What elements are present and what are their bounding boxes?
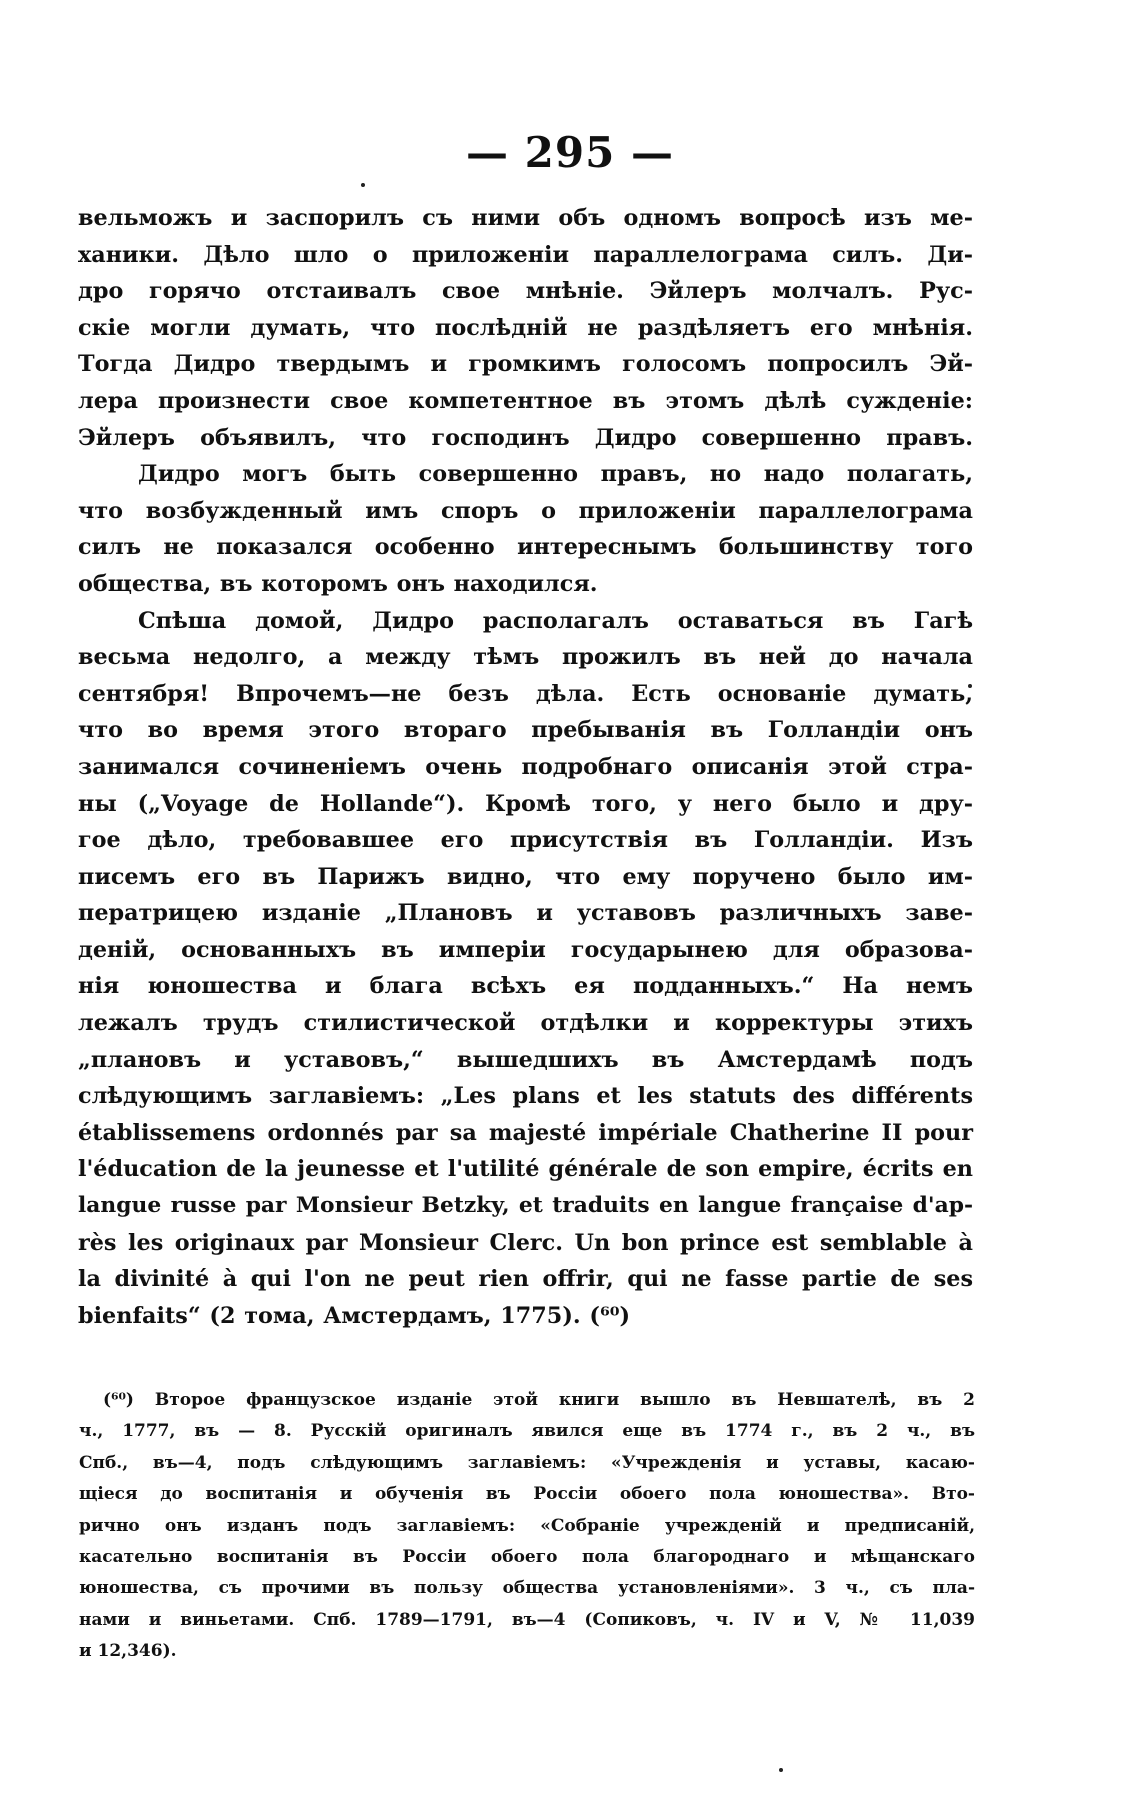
text-line: весьма недолго, а между тѣмъ прожилъ въ ней до начала xyxy=(78,644,973,671)
footnote-line: (⁶⁰) Второе французское изданіе этой книги вышло въ Невшателѣ, въ 2 xyxy=(103,1390,975,1410)
text-line: скіе могли думать, что послѣдній не раздѣляетъ его мнѣнія. xyxy=(78,314,973,341)
footnote-line: юношества, съ прочими въ пользу общества установленіями». 3 ч., съ пла- xyxy=(79,1578,975,1599)
footnote xyxy=(79,1385,975,1668)
print-speck xyxy=(361,183,365,187)
text-line: la divinité à qui l'on ne peut rien offrir, qui ne fasse partie de ses xyxy=(78,1266,973,1293)
text-line: ператрицею изданіе „Плановъ и уставовъ различныхъ заве- xyxy=(78,900,973,927)
page-number: — 295 — xyxy=(466,128,674,177)
text-line: Спѣша домой, Дидро располагалъ оставаться въ Гагѣ xyxy=(138,607,973,634)
footnote-line: щіеся до воспитанія и обученія въ Россіи обоего пола юношества». Вто- xyxy=(79,1484,975,1505)
text-line: l'éducation de la jeunesse et l'utilité générale de son empire, écrits en xyxy=(78,1156,973,1183)
text-line: нія юношества и блага всѣхъ ея подданныхъ.“ На немъ xyxy=(78,973,973,1000)
text-line: bienfaits“ (2 тома, Амстердамъ, 1775). (⁶⁰) xyxy=(78,1302,631,1329)
paragraph xyxy=(78,603,973,1335)
text-line: langue russe par Monsieur Betzky, et traduits en langue française d'ap- xyxy=(78,1193,973,1219)
text-line: занимался сочиненіемъ очень подробнаго описанія этой стра- xyxy=(78,753,973,780)
main-text xyxy=(78,200,973,1334)
print-speck xyxy=(779,1768,783,1772)
text-line: лера произнести свое компетентное въ этомъ дѣлѣ сужденіе: xyxy=(78,387,973,414)
text-line: что возбужденный имъ споръ о приложеніи параллелограма xyxy=(78,497,973,524)
text-line: вельможъ и заспорилъ съ ними объ одномъ вопросѣ изъ ме- xyxy=(78,205,973,231)
paragraph xyxy=(78,200,973,456)
text-line: общества, въ которомъ онъ находился. xyxy=(78,570,598,597)
text-line: силъ не показался особенно интереснымъ большинству того xyxy=(78,534,973,561)
paragraph xyxy=(78,456,973,602)
text-line: дро горячо отстаивалъ свое мнѣніе. Эйлеръ молчалъ. Рус- xyxy=(78,278,973,305)
text-line: Дидро могъ быть совершенно правъ, но надо полагать, xyxy=(138,461,973,488)
text-line: ны („Voyage de Hollande“). Кромѣ того, у него было и дру- xyxy=(78,790,973,817)
text-line: лежалъ трудъ стилистической отдѣлки и корректуры этихъ xyxy=(78,1010,973,1037)
footnote-line: Спб., въ—4, подъ слѣдующимъ заглавіемъ: «Учрежденія и уставы, касаю- xyxy=(79,1452,975,1473)
footnote-line: ч., 1777, въ — 8. Русскій оригиналъ явился еще въ 1774 г., въ 2 ч., въ xyxy=(79,1421,975,1442)
footnote-line: касательно воспитанія въ Россіи обоего пола благороднаго и мѣщанскаго xyxy=(79,1547,975,1568)
footnote-line: нами и виньетами. Спб. 1789—1791, въ—4 (Сопиковъ, ч. IV и V, № 11,039 xyxy=(79,1609,975,1630)
text-line: établissemens ordonnés par sa majesté impériale Chatherine II pour xyxy=(78,1119,973,1146)
footnote-line: рично онъ изданъ подъ заглавіемъ: «Собраніе учрежденій и предписаній, xyxy=(79,1515,975,1536)
text-line: писемъ его въ Парижъ видно, что ему поручено было им- xyxy=(78,863,973,890)
text-line: Тогда Дидро твердымъ и громкимъ голосомъ попросилъ Эй- xyxy=(78,351,973,378)
text-line: ханики. Дѣло шло о приложеніи параллелограма силъ. Ди- xyxy=(78,241,973,268)
text-line: rès les originaux par Monsieur Clerc. Un bon prince est semblable à xyxy=(78,1229,973,1256)
text-line: „плановъ и уставовъ,“ вышедшихъ въ Амстердамѣ подъ xyxy=(78,1046,973,1073)
footnote-line: и 12,346). xyxy=(79,1641,177,1662)
text-line: что во время этого втораго пребыванія въ Голландіи онъ xyxy=(78,717,973,744)
text-line: слѣдующимъ заглавіемъ: „Les plans et les statuts des différents xyxy=(78,1083,973,1110)
text-line: деній, основанныхъ въ имперіи государынею для образова- xyxy=(78,936,973,963)
text-line: Эйлеръ объявилъ, что господинъ Дидро совершенно правъ. xyxy=(78,424,973,451)
text-line: сентября! Впрочемъ—не безъ дѣла. Есть основаніе думать, xyxy=(78,680,973,707)
text-line: гое дѣло, требовавшее его присутствія въ Голландіи. Изъ xyxy=(78,827,973,854)
